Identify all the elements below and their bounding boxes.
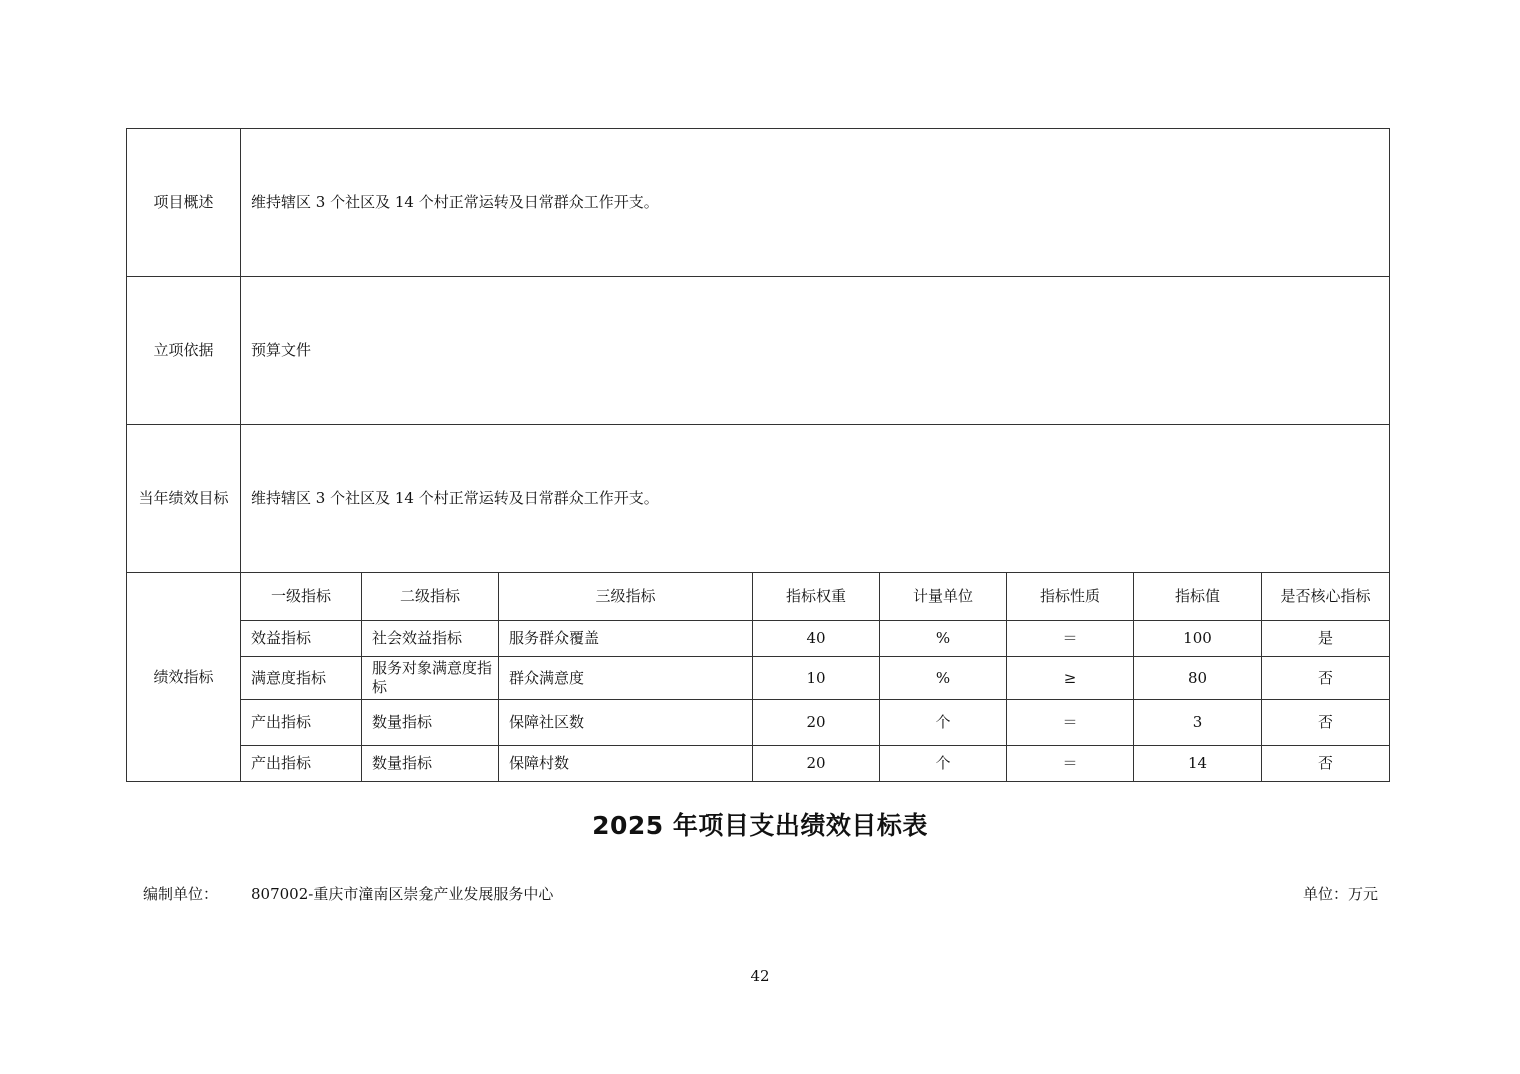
header-level3: 三级指标	[499, 573, 753, 621]
cell-weight: 10	[753, 657, 880, 700]
cell-core: 否	[1262, 700, 1390, 746]
cell-core: 否	[1262, 657, 1390, 700]
cell-value: 3	[1134, 700, 1262, 746]
cell-value: 14	[1134, 746, 1262, 782]
annual-goal-row	[127, 425, 1390, 573]
performance-table	[126, 128, 1390, 782]
cell-level3: 保障村数	[499, 746, 753, 782]
cell-unit: %	[880, 621, 1007, 657]
cell-core: 否	[1262, 746, 1390, 782]
prep-unit-label: 编制单位：	[143, 885, 219, 903]
cell-level3: 服务群众覆盖	[499, 621, 753, 657]
cell-level2: 数量指标	[362, 746, 499, 782]
cell-level2: 服务对象满意度指标	[362, 657, 499, 700]
page-title: 2025 年项目支出绩效目标表	[592, 811, 928, 840]
table-row	[127, 657, 1390, 700]
cell-weight: 20	[753, 700, 880, 746]
cell-value: 80	[1134, 657, 1262, 700]
cell-level3: 保障社区数	[499, 700, 753, 746]
overview-row	[127, 129, 1390, 277]
header-level2: 二级指标	[362, 573, 499, 621]
cell-weight: 20	[753, 746, 880, 782]
cell-level1: 产出指标	[241, 700, 362, 746]
header-level1: 一级指标	[241, 573, 362, 621]
header-nature: 指标性质	[1007, 573, 1134, 621]
basis-value: 预算文件	[241, 277, 1390, 425]
page-number: 42	[750, 967, 770, 985]
cell-nature: ＝	[1007, 700, 1134, 746]
cell-unit: %	[880, 657, 1007, 700]
cell-level3: 群众满意度	[499, 657, 753, 700]
cell-level2: 社会效益指标	[362, 621, 499, 657]
cell-core: 是	[1262, 621, 1390, 657]
header-value: 指标值	[1134, 573, 1262, 621]
header-core: 是否核心指标	[1262, 573, 1390, 621]
cell-value: 100	[1134, 621, 1262, 657]
header-unit: 计量单位	[880, 573, 1007, 621]
overview-label: 项目概述	[127, 129, 241, 277]
overview-value: 维持辖区 3 个社区及 14 个村正常运转及日常群众工作开支。	[241, 129, 1390, 277]
cell-nature: ＝	[1007, 621, 1134, 657]
indicators-label: 绩效指标	[127, 573, 241, 782]
annual-goal-value: 维持辖区 3 个社区及 14 个村正常运转及日常群众工作开支。	[241, 425, 1390, 573]
table-row	[127, 700, 1390, 746]
cell-unit: 个	[880, 700, 1007, 746]
cell-nature: ＝	[1007, 746, 1134, 782]
cell-level2: 数量指标	[362, 700, 499, 746]
indicator-header-row	[127, 573, 1390, 621]
cell-level1: 产出指标	[241, 746, 362, 782]
prep-unit-value: 807002-重庆市潼南区崇龛产业发展服务中心	[251, 885, 554, 903]
table-row	[127, 746, 1390, 782]
cell-weight: 40	[753, 621, 880, 657]
header-weight: 指标权重	[753, 573, 880, 621]
basis-row	[127, 277, 1390, 425]
table-row	[127, 621, 1390, 657]
cell-unit: 个	[880, 746, 1007, 782]
cell-level1: 效益指标	[241, 621, 362, 657]
basis-label: 立项依据	[127, 277, 241, 425]
annual-goal-label: 当年绩效目标	[127, 425, 241, 573]
cell-level1: 满意度指标	[241, 657, 362, 700]
cell-nature: ≥	[1007, 657, 1134, 700]
money-unit: 单位：万元	[1302, 885, 1378, 903]
